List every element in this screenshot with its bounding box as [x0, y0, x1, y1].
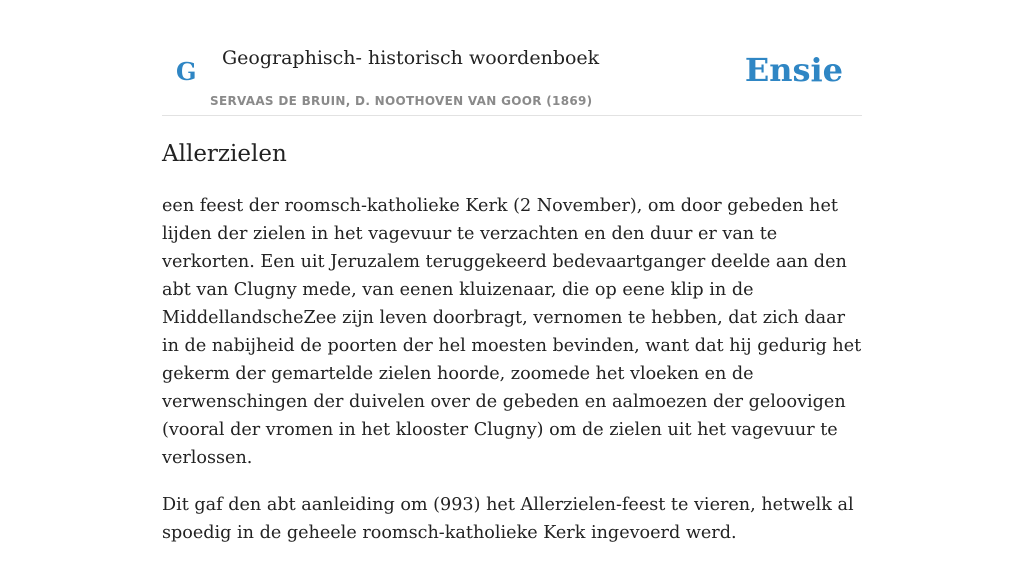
book-authors: SERVAAS DE BRUIN, D. NOOTHOVEN VAN GOOR (1869) [210, 94, 593, 108]
entry-title: Allerzielen [162, 141, 287, 167]
entry-paragraph: een feest der roomsch-katholieke Kerk (2 November), om door gebeden het lijden der zielen in het vagevuur te verzachten en den duur er van te verkorten. Een uit Jeruzalem teruggekeerd bedevaartganger deelde aan den abt van Clugny mede, van eenen kluizenaar, die op eene klip in de MiddellandscheZee zijn leven doorbragt, vernomen te hebben, dat zich daar in de nabijheid de poorten der hel moesten bevinden, want dat hij gedurig het gekerm der gemartelde zielen hoorde, zoomede het vloeken en de verwenschingen der duivelen over de gebeden en aalmoezen der geloovigen (vooral der vromen in het klooster Clugny) om de zielen uit het vagevuur te verlossen. [162, 196, 862, 468]
book-letter-icon[interactable]: G [176, 57, 197, 86]
entry-paragraph: Dit gaf den abt aanleiding om (993) het Allerzielen-feest te vieren, hetwelk al spoedig in de geheele roomsch-katholieke Kerk ingevoerd werd. [162, 495, 854, 543]
book-header [162, 40, 862, 116]
ensie-logo[interactable]: Ensie [744, 51, 843, 89]
book-title[interactable]: Geographisch- historisch woordenboek [222, 47, 600, 69]
entry-body [162, 192, 867, 566]
